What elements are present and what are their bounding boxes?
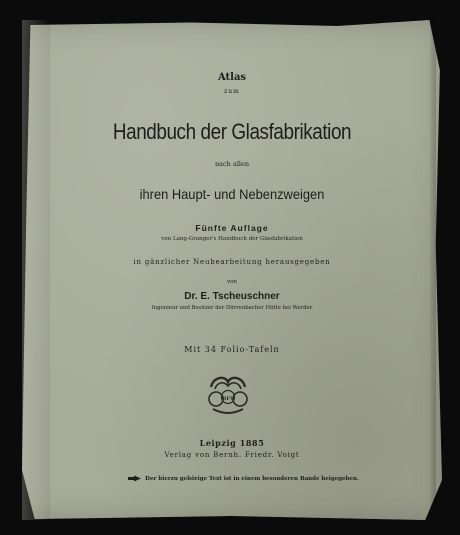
cover-edition: Fünfte Auflage: [195, 223, 269, 233]
cover-edge-shadow: [430, 20, 436, 520]
cover-nach-allen: nach allen: [214, 160, 250, 168]
cover-publisher: Verlag von Bernh. Friedr. Voigt: [164, 451, 300, 459]
cover-author: Dr. E. Tscheuschner: [184, 291, 280, 302]
cover-edition-note: von Lang-Granger's Handbuch der Glasfabrikation: [161, 236, 303, 242]
cover-atlas-label: Atlas: [217, 72, 247, 83]
cover-footnote: Der hierzu gehörige Text ist in einem besonderen Bande beigegeben.: [145, 476, 359, 482]
emblem-text: BFV: [222, 396, 234, 402]
cover-place-year: Leipzig 1885: [199, 438, 265, 448]
cover-zum-label: zum: [224, 88, 240, 95]
cover-author-title: Ingenieur und Besitzer der Dürrenbacher Hütte bei Werder: [151, 305, 313, 311]
cover-von: von: [227, 279, 237, 285]
publisher-emblem-icon: [203, 373, 253, 419]
cover-main-title: Handbuch der Glasfabrikation: [112, 119, 352, 144]
cover-plates: Mit 34 Folio-Tafeln: [184, 345, 280, 354]
cover-subtitle: ihren Haupt- und Nebenzweigen: [139, 186, 325, 202]
cover-rework-note: in gänzlicher Neubearbeitung herausgegeben: [133, 258, 331, 266]
